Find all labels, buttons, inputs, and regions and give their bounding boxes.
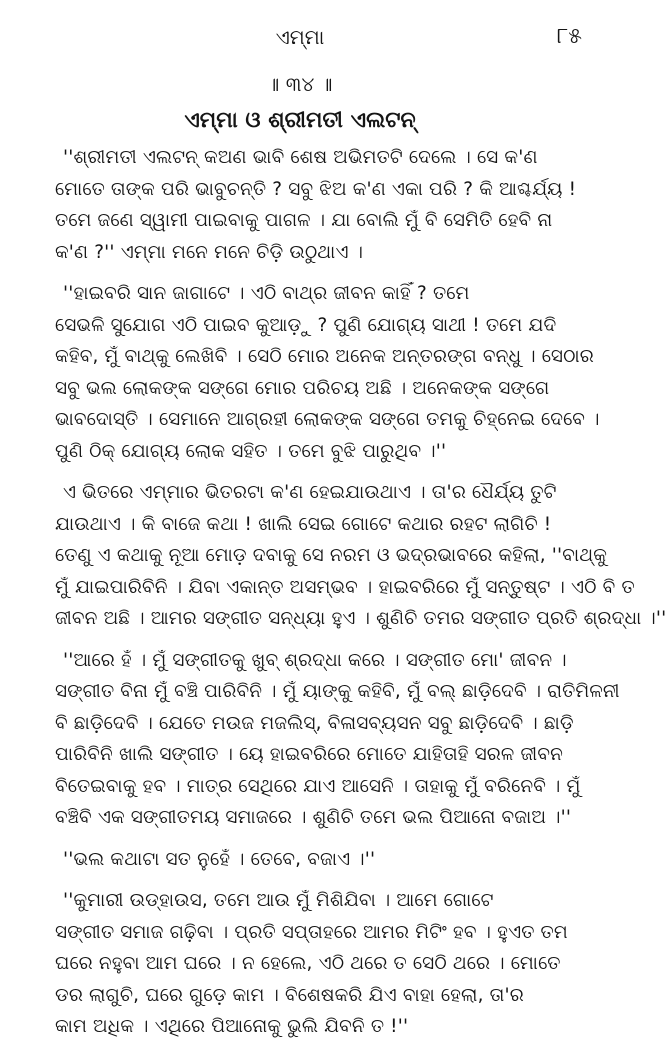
chapter-number: ॥ ୩୪ ॥ (267, 72, 333, 96)
text-line: ''କୁମାରୀ ଉଡ୍‌ହାଉସ, ତମେ ଆଉ ମୁଁ ମିଶିଯିବା । ଆମେ ଗୋଟେ (63, 890, 494, 911)
page-number: ୮୫ (556, 24, 582, 49)
text-line: ତେଣୁ ଏ କଥାକୁ ନୂଆ ମୋଡ଼ ଦବାକୁ ସେ ନରମ ଓ ଭଦ୍ରଭାବରେ କହିଲା, ''ବାଥ୍‌କୁ (55, 545, 607, 566)
paragraph-3 (55, 477, 666, 635)
paragraph-1 (55, 142, 590, 268)
text-line: ପାରିବିନି ଖାଲି ସଙ୍ଗୀତ । ୟେ ହାଇବରିରେ ମୋତେ ଯାହିତାହି ସରଳ ଜୀବନ (55, 744, 563, 765)
paragraph-5 (55, 844, 590, 876)
text-line: କ'ଣ ?'' ଏମ୍ମା ମନେ ମନେ ଚିଡ଼ି ଉଠୁଥାଏ । (55, 241, 364, 263)
paragraph-4 (55, 645, 620, 834)
chapter-title: ଏମ୍ମା ଓ ଶ୍ରୀମତୀ ଏଲଟନ୍ (184, 108, 416, 133)
text-line: ଡର ଲାଗୁଚି, ଘରେ ଗୁଡ଼େ କାମ । ବିଶେଷକରି ଯିଏ ବାହା ହେଲା, ତା'ର (55, 984, 524, 1006)
text-line: ''ଭଲ କଥାଟା ସତ ନୁହେଁ । ତେବେ, ବଜାଏ ।'' (63, 848, 376, 870)
text-line: ବିତେଇବାକୁ ହବ । ମାତ୍ର ସେଥିରେ ଯାଏ ଆସେନି । ତାହାକୁ ମୁଁ ବରିନେବି । ମୁଁ (55, 775, 581, 797)
text-line: କହିବ, ମୁଁ ବାଥ୍‌କୁ ଲେଖିବି । ସେଠି ମୋର ଅନେକ ଅନ୍ତରଙ୍ଗ ବନ୍ଧୁ । ସେଠାର (55, 346, 594, 367)
text-line: ''ଆରେ ହଁ । ମୁଁ ସଙ୍ଗୀତକୁ ଖୁବ୍ ଶ୍ରଦ୍ଧା କରେ । ସଙ୍ଗୀତ ମୋ' ଜୀବନ । (63, 649, 567, 671)
text-line: ସଙ୍ଗୀତ ସମାଜ ଗଢ଼ିବା । ପ୍ରତି ସପ୍ତାହରେ ଆମର ମିଟିଂ ହବ । ହୁଏତ ତମ (55, 921, 568, 943)
text-line: ତମେ ଜଣେ ସ୍ୱାମୀ ପାଇବାକୁ ପାଗଳ । ଯା ବୋଲି ମୁଁ ବି ସେମିତି ହେବି ନା (55, 210, 553, 231)
text-line: ମୋତେ ତାଙ୍କ ପରି ଭାବୁଚନ୍ତି ? ସବୁ ଝିଅ କ'ଣ ଏକା ପରି ? କି ଆଶ୍ଚର୍ଯ୍ୟ ! (55, 178, 577, 200)
text-line: ସବୁ ଭଲ ଲୋକଙ୍କ ସଙ୍ଗେ ମୋର ପରିଚୟ ଅଛି । ଅନେକଙ୍କ ସଙ୍ଗେ (55, 377, 550, 399)
body-text (55, 142, 666, 1053)
paragraph-2 (55, 278, 600, 467)
text-line: ବଞ୍ଚିବି ଏକ ସଙ୍ଗୀତମୟ ସମାଜରେ । ଶୁଣିଚି ତମେ ଭଲ ପିଆନୋ ବଜାଅ ।'' (55, 807, 572, 828)
text-line: ଏ ଭିତରେ ଏମ୍ମାର ଭିତରଟା କ'ଣ ହେଇଯାଉଥାଏ । ତା'ର ଧୈର୍ଯ୍ୟ ତୁଟି (63, 482, 557, 503)
paragraph-6 (55, 885, 590, 1043)
text-line: ଯାଉଥାଏ । କି ବାଜେ କଥା ! ଖାଲି ସେଇ ଗୋଟେ କଥାର ରହଟ ଲାଗିଚି ! (55, 513, 552, 535)
running-title: ଏମ୍ମା (275, 25, 325, 49)
text-line: ସଙ୍ଗୀତ ବିନା ମୁଁ ବଞ୍ଚି ପାରିବିନି । ମୁଁ ୟାଙ୍କୁ କହିବି, ମୁଁ ବଲ୍ ଛାଡ଼ିଦେବି । ରାତିମିଳନୀ (55, 681, 620, 702)
text-line: ଘରେ ନହୁବା ଆମ ଘରେ । ନ ହେଲେ, ଏଠି ଥରେ ତ ସେଠି ଥରେ । ମୋତେ (55, 953, 561, 974)
text-line: ଜୀବନ ଅଛି । ଆମର ସଙ୍ଗୀତ ସନ୍ଧ୍ୟା ହୁଏ । ଶୁଣିଚି ତମର ସଙ୍ଗୀତ ପ୍ରତି ଶ୍ରଦ୍ଧା ।'' (55, 608, 666, 629)
running-header (0, 22, 600, 52)
text-line: ଭାବଦୋସ୍ତି । ସେମାନେ ଆଗ୍ରହୀ ଲୋକଙ୍କ ସଙ୍ଗେ ତମକୁ ଚିହ୍ନେଇ ଦେବେ । (55, 409, 600, 430)
text-line: ସେଭଳି ସୁଯୋଗ ଏଠି ପାଇବ କୁଆଡ଼ୁ ? ପୁଣି ଯୋଗ୍ୟ ସାଥୀ ! ତମେ ଯଦି (55, 314, 557, 336)
text-line: ବି ଛାଡ଼ିଦେବି । ଯେତେ ମଉଜ ମଜଲିସ୍, ବିଳାସବ୍ୟସନ ସବୁ ଛାଡ଼ିଦେବି । ଛାଡ଼ି (55, 712, 574, 734)
text-line: ମୁଁ ଯାଇପାରିବିନି । ଯିବା ଏକାନ୍ତ ଅସମ୍ଭବ । ହାଇବରିରେ ମୁଁ ସନ୍ତୁଷ୍ଟ । ଏଠି ବି ତ (55, 576, 635, 598)
text-line: ''ଶ୍ରୀମତୀ ଏଲଟନ୍ କଅଣ ଭାବି ଶେଷ ଅଭିମତଟି ଦେଲେ । ସେ କ'ଣ (63, 147, 538, 168)
text-line: ''ହାଇବରି ସାନ ଜାଗାଟେ । ଏଠି ବାଥ୍‌ର ଜୀବନ କାହିଁ ? ତମେ (63, 283, 470, 304)
text-line: କାମ ଅଧିକ । ଏଥିରେ ପିଆନୋକୁ ଭୁଲି ଯିବନି ତ !'' (55, 1016, 409, 1037)
text-line: ପୁଣି ଠିକ୍ ଯୋଗ୍ୟ ଲୋକ ସହିତ । ତମେ ବୁଝି ପାରୁଥିବ ।'' (55, 440, 447, 462)
